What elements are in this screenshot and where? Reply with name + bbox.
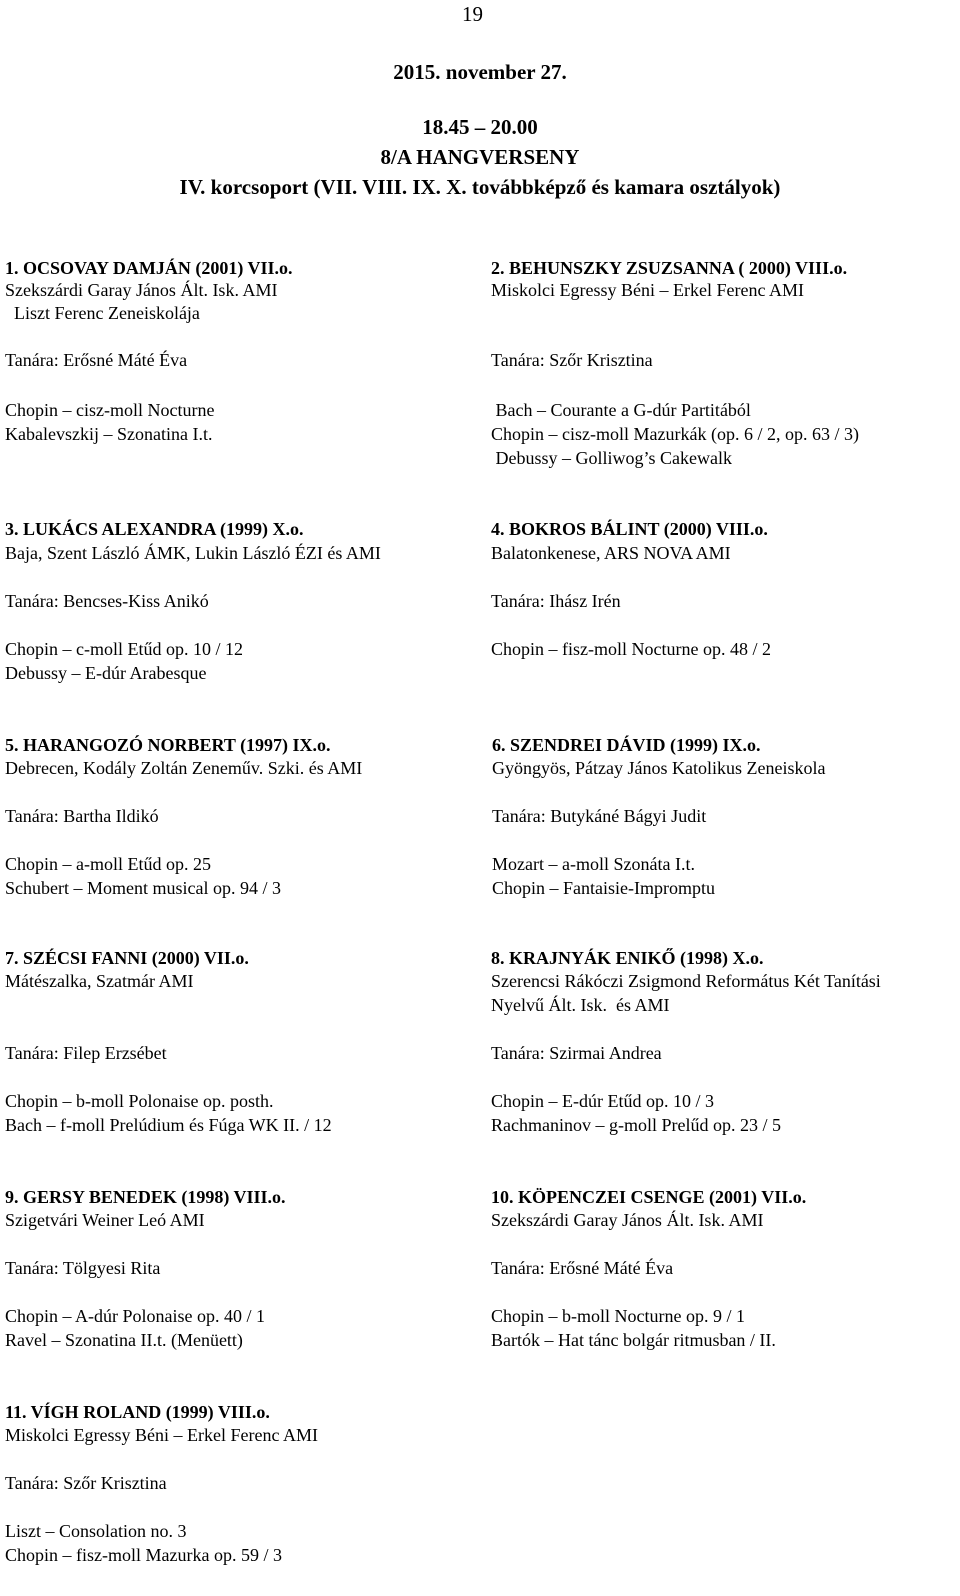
piece: Bach – f-moll Prelúdium és Fúga WK II. / 12	[5, 1115, 332, 1135]
piece: Chopin – b-moll Polonaise op. posth.	[5, 1091, 274, 1111]
page-number: 19	[462, 2, 483, 26]
school-line: Baja, Szent László ÁMK, Lukin László ÉZI és AMI	[5, 543, 381, 563]
school-line: Gyöngyös, Pátzay János Katolikus Zeneiskola	[492, 758, 826, 778]
performer-title: 9. GERSY BENEDEK (1998) VIII.o.	[5, 1187, 286, 1207]
performer-title: 10. KÖPENCZEI CSENGE (2001) VII.o.	[491, 1187, 807, 1207]
piece: Liszt – Consolation no. 3	[5, 1521, 187, 1541]
piece: Bach – Courante a G-dúr Partitából	[491, 400, 751, 420]
teacher: Tanára: Szirmai Andrea	[491, 1043, 662, 1063]
piece: Chopin – cisz-moll Nocturne	[5, 400, 215, 420]
performer-title: 7. SZÉCSI FANNI (2000) VII.o.	[5, 948, 249, 968]
piece: Debussy – Golliwog’s Cakewalk	[491, 448, 732, 468]
age-group: IV. korcsoport (VII. VIII. IX. X. továbbképző és kamara osztályok)	[179, 175, 781, 199]
performer-title: 4. BOKROS BÁLINT (2000) VIII.o.	[491, 519, 768, 539]
school-line: Mátészalka, Szatmár AMI	[5, 971, 194, 991]
performer-title: 6. SZENDREI DÁVID (1999) IX.o.	[492, 735, 761, 755]
piece: Kabalevszkij – Szonatina I.t.	[5, 424, 213, 444]
concert-title: 8/A HANGVERSENY	[380, 145, 580, 169]
piece: Rachmaninov – g-moll Prelűd op. 23 / 5	[491, 1115, 781, 1135]
piece: Chopin – E-dúr Etűd op. 10 / 3	[491, 1091, 714, 1111]
piece: Chopin – Fantaisie-Impromptu	[492, 878, 715, 898]
school-line: Szekszárdi Garay János Ált. Isk. AMI	[5, 280, 278, 300]
piece: Chopin – b-moll Nocturne op. 9 / 1	[491, 1306, 745, 1326]
school-line: Szekszárdi Garay János Ált. Isk. AMI	[491, 1210, 764, 1230]
performer-title: 1. OCSOVAY DAMJÁN (2001) VII.o.	[5, 258, 293, 278]
teacher: Tanára: Ihász Irén	[491, 591, 621, 611]
piece: Ravel – Szonatina II.t. (Menüett)	[5, 1330, 243, 1350]
piece: Chopin – fisz-moll Mazurka op. 59 / 3	[5, 1545, 282, 1565]
teacher: Tanára: Butykáné Bágyi Judit	[492, 806, 707, 826]
performer-title: 5. HARANGOZÓ NORBERT (1997) IX.o.	[5, 735, 331, 755]
school-line: Liszt Ferenc Zeneiskolája	[5, 303, 200, 323]
piece: Schubert – Moment musical op. 94 / 3	[5, 878, 281, 898]
concert-date: 2015. november 27.	[393, 60, 567, 84]
teacher: Tanára: Bencses-Kiss Anikó	[5, 591, 209, 611]
piece: Chopin – cisz-moll Mazurkák (op. 6 / 2, op. 63 / 3)	[491, 424, 859, 444]
teacher: Tanára: Bartha Ildikó	[5, 806, 159, 826]
performer-title: 11. VÍGH ROLAND (1999) VIII.o.	[5, 1402, 270, 1422]
teacher: Tanára: Tölgyesi Rita	[5, 1258, 161, 1278]
piece: Chopin – fisz-moll Nocturne op. 48 / 2	[491, 639, 771, 659]
piece: Chopin – A-dúr Polonaise op. 40 / 1	[5, 1306, 265, 1326]
piece: Chopin – a-moll Etűd op. 25	[5, 854, 211, 874]
teacher: Tanára: Filep Erzsébet	[5, 1043, 167, 1063]
piece: Bartók – Hat tánc bolgár ritmusban / II.	[491, 1330, 776, 1350]
teacher: Tanára: Szőr Krisztina	[491, 350, 653, 370]
piece: Mozart – a-moll Szonáta I.t.	[492, 854, 695, 874]
school-line: Miskolci Egressy Béni – Erkel Ferenc AMI	[491, 280, 804, 300]
performer-title: 8. KRAJNYÁK ENIKŐ (1998) X.o.	[491, 948, 764, 968]
teacher: Tanára: Erősné Máté Éva	[491, 1258, 674, 1278]
performer-title: 3. LUKÁCS ALEXANDRA (1999) X.o.	[5, 519, 304, 539]
school-line: Nyelvű Ált. Isk. és AMI	[491, 995, 670, 1015]
teacher: Tanára: Szőr Krisztina	[5, 1473, 167, 1493]
school-line: Szigetvári Weiner Leó AMI	[5, 1210, 205, 1230]
piece: Debussy – E-dúr Arabesque	[5, 663, 207, 683]
school-line: Miskolci Egressy Béni – Erkel Ferenc AMI	[5, 1425, 318, 1445]
performer-title: 2. BEHUNSZKY ZSUZSANNA ( 2000) VIII.o.	[491, 258, 848, 278]
teacher: Tanára: Erősné Máté Éva	[5, 350, 188, 370]
piece: Chopin – c-moll Etűd op. 10 / 12	[5, 639, 243, 659]
school-line: Balatonkenese, ARS NOVA AMI	[491, 543, 731, 563]
school-line: Debrecen, Kodály Zoltán Zeneműv. Szki. és AMI	[5, 758, 363, 778]
school-line: Szerencsi Rákóczi Zsigmond Református Két Tanítási	[491, 971, 881, 991]
concert-time: 18.45 – 20.00	[422, 115, 538, 139]
